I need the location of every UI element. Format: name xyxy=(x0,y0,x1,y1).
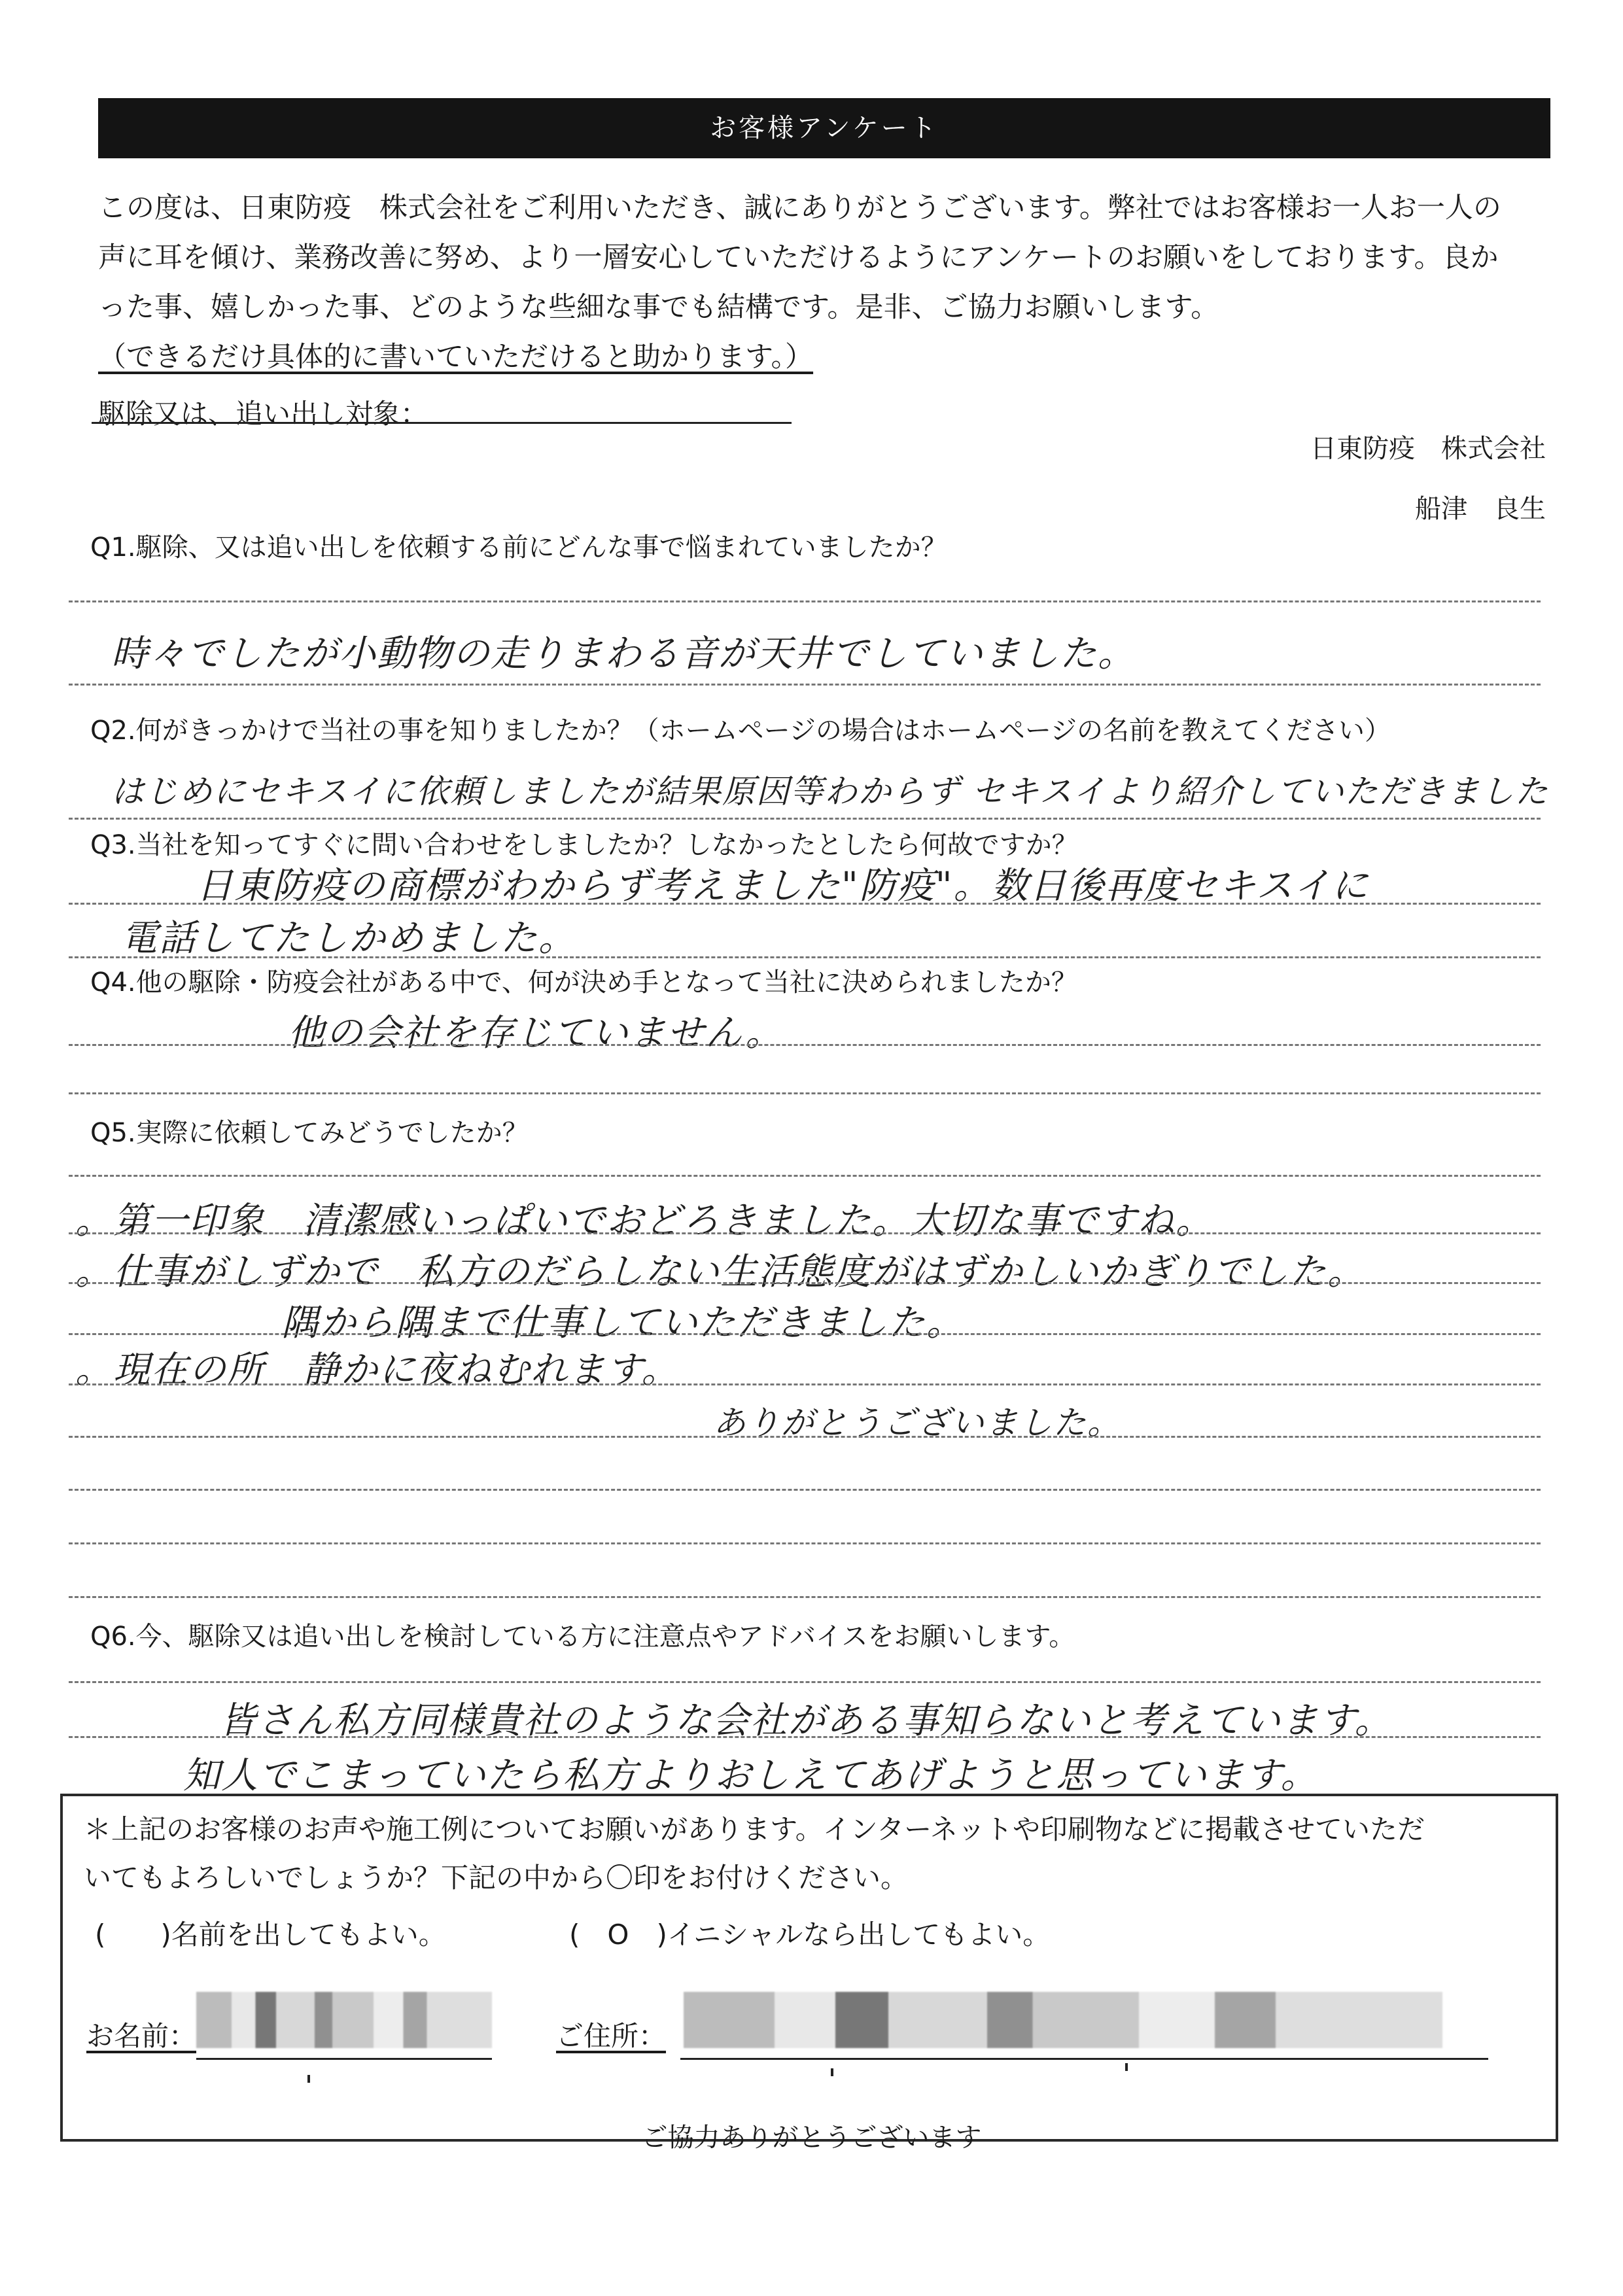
question-2: Q2.何がきっかけで当社の事を知りましたか？（ホームページの場合はホームページの名前を教えてください） xyxy=(90,716,1391,746)
answer-5-line-1: 。第一印象 清潔感いっぱいでおどろきました。大切な事ですね。 xyxy=(75,1200,1213,1242)
name-permission-option[interactable]: ( )名前を出してもよい。 xyxy=(95,1919,446,1951)
question-6: Q6.今、駆除又は追い出しを検討している方に注意点やアドバイスをお願いします。 xyxy=(90,1622,1075,1652)
answer-line xyxy=(69,1542,1541,1544)
answer-1-line-1: 時々でしたが小動物の走りまわる音が天井でしていました。 xyxy=(111,633,1136,675)
answer-line xyxy=(69,956,1541,958)
question-3: Q3.当社を知ってすぐに問い合わせをしましたか？しなかったとしたら何故ですか？ xyxy=(90,830,1078,860)
initial-permission-option[interactable]: ( O )イニシャルなら出してもよい。 xyxy=(569,1919,1051,1951)
answer-4-line-1: 他の会社を存じていません。 xyxy=(288,1012,784,1054)
company-info xyxy=(1310,419,1546,539)
consent-text xyxy=(84,1805,1523,1902)
name-underline xyxy=(196,2058,492,2060)
mark xyxy=(1125,2063,1128,2071)
answer-line xyxy=(69,1232,1541,1234)
answer-5-line-3: 隅から隅まで仕事していただきました。 xyxy=(281,1302,964,1344)
answer-line xyxy=(69,1282,1541,1284)
answer-5-line-2: 。仕事がしずかで 私方のだらしない生活態度がはずかしいかぎりでした。 xyxy=(75,1251,1365,1293)
intro-paragraph-3: った事、嬉しかった事、どのような些細な事でも結構です。是非、ご協力お願いします。 xyxy=(98,291,1219,324)
company-person: 船津 良生 xyxy=(1415,494,1546,524)
question-1: Q1.駆除、又は追い出しを依頼する前にどんな事で悩まれていましたか？ xyxy=(90,532,947,563)
target-underline xyxy=(92,422,792,424)
answer-line xyxy=(69,903,1541,905)
question-4: Q4.他の駆除・防疫会社がある中で、何が決め手となって当社に決められましたか？ xyxy=(90,967,1077,998)
consent-line-2: いてもよろしいでしょうか？下記の中から〇印をお付けください。 xyxy=(84,1862,909,1894)
intro-paragraph-1: この度は、日東防疫 株式会社をご利用いただき、誠にありがとうございます。弊社ではお客様お一人お一人の xyxy=(98,192,1501,224)
redacted-name xyxy=(196,1992,492,2048)
answer-line xyxy=(69,1596,1541,1598)
intro-note: （できるだけ具体的に書いていただけると助かります。） xyxy=(98,341,814,374)
answer-line xyxy=(69,600,1541,602)
consent-line-1: ＊上記のお客様のお声や施工例についてお願いがあります。インターネットや印刷物などに掲載させていただ xyxy=(84,1813,1425,1845)
answer-line xyxy=(69,1333,1541,1335)
address-label: ご住所： xyxy=(556,2020,667,2052)
intro-text xyxy=(98,183,1550,382)
target-label: 駆除又は、追い出し対象： xyxy=(98,398,428,430)
company-name: 日東防疫 株式会社 xyxy=(1310,434,1546,464)
answer-line xyxy=(69,1681,1541,1683)
mark xyxy=(831,2068,833,2076)
intro-paragraph-2: 声に耳を傾け、業務改善に努め、より一層安心していただけるようにアンケートのお願いをしております。良か xyxy=(98,241,1499,274)
address-underline xyxy=(680,2058,1488,2060)
answer-line xyxy=(69,1044,1541,1046)
answer-5-line-5: ありがとうございました。 xyxy=(713,1404,1121,1442)
answer-line xyxy=(69,1736,1541,1738)
answer-6-line-2: 知人でこまっていたら私方よりおしえてあげようと思っています。 xyxy=(183,1754,1319,1797)
answer-line xyxy=(69,818,1541,820)
answer-line xyxy=(69,1436,1541,1438)
answer-line xyxy=(69,1383,1541,1385)
answer-line xyxy=(69,1092,1541,1094)
answer-2-line-1: はじめにセキスイに依頼しましたが結果原因等わからず セキスイより紹介していただきました xyxy=(111,773,1549,810)
answer-line xyxy=(69,1489,1541,1491)
mark xyxy=(307,2075,310,2083)
answer-6-line-1: 皆さん私方同様貴社のような会社がある事知らないと考えています。 xyxy=(219,1699,1393,1742)
answer-line xyxy=(69,1175,1541,1177)
redacted-address xyxy=(684,1992,1442,2048)
name-label: お名前： xyxy=(86,2020,197,2052)
answer-line xyxy=(69,684,1541,686)
answer-3-line-1: 日東防疫の商標がわからず考えました"防疫"。数日後再度セキスイに xyxy=(196,865,1370,907)
survey-title: お客様アンケート xyxy=(98,98,1550,158)
thank-you-footer: ご協力ありがとうございます xyxy=(641,2123,982,2153)
answer-5-line-4: 。現在の所 静かに夜ねむれます。 xyxy=(75,1349,680,1391)
question-5: Q5.実際に依頼してみどうでしたか？ xyxy=(90,1118,529,1148)
answer-3-line-2: 電話してたしかめました。 xyxy=(121,917,576,960)
